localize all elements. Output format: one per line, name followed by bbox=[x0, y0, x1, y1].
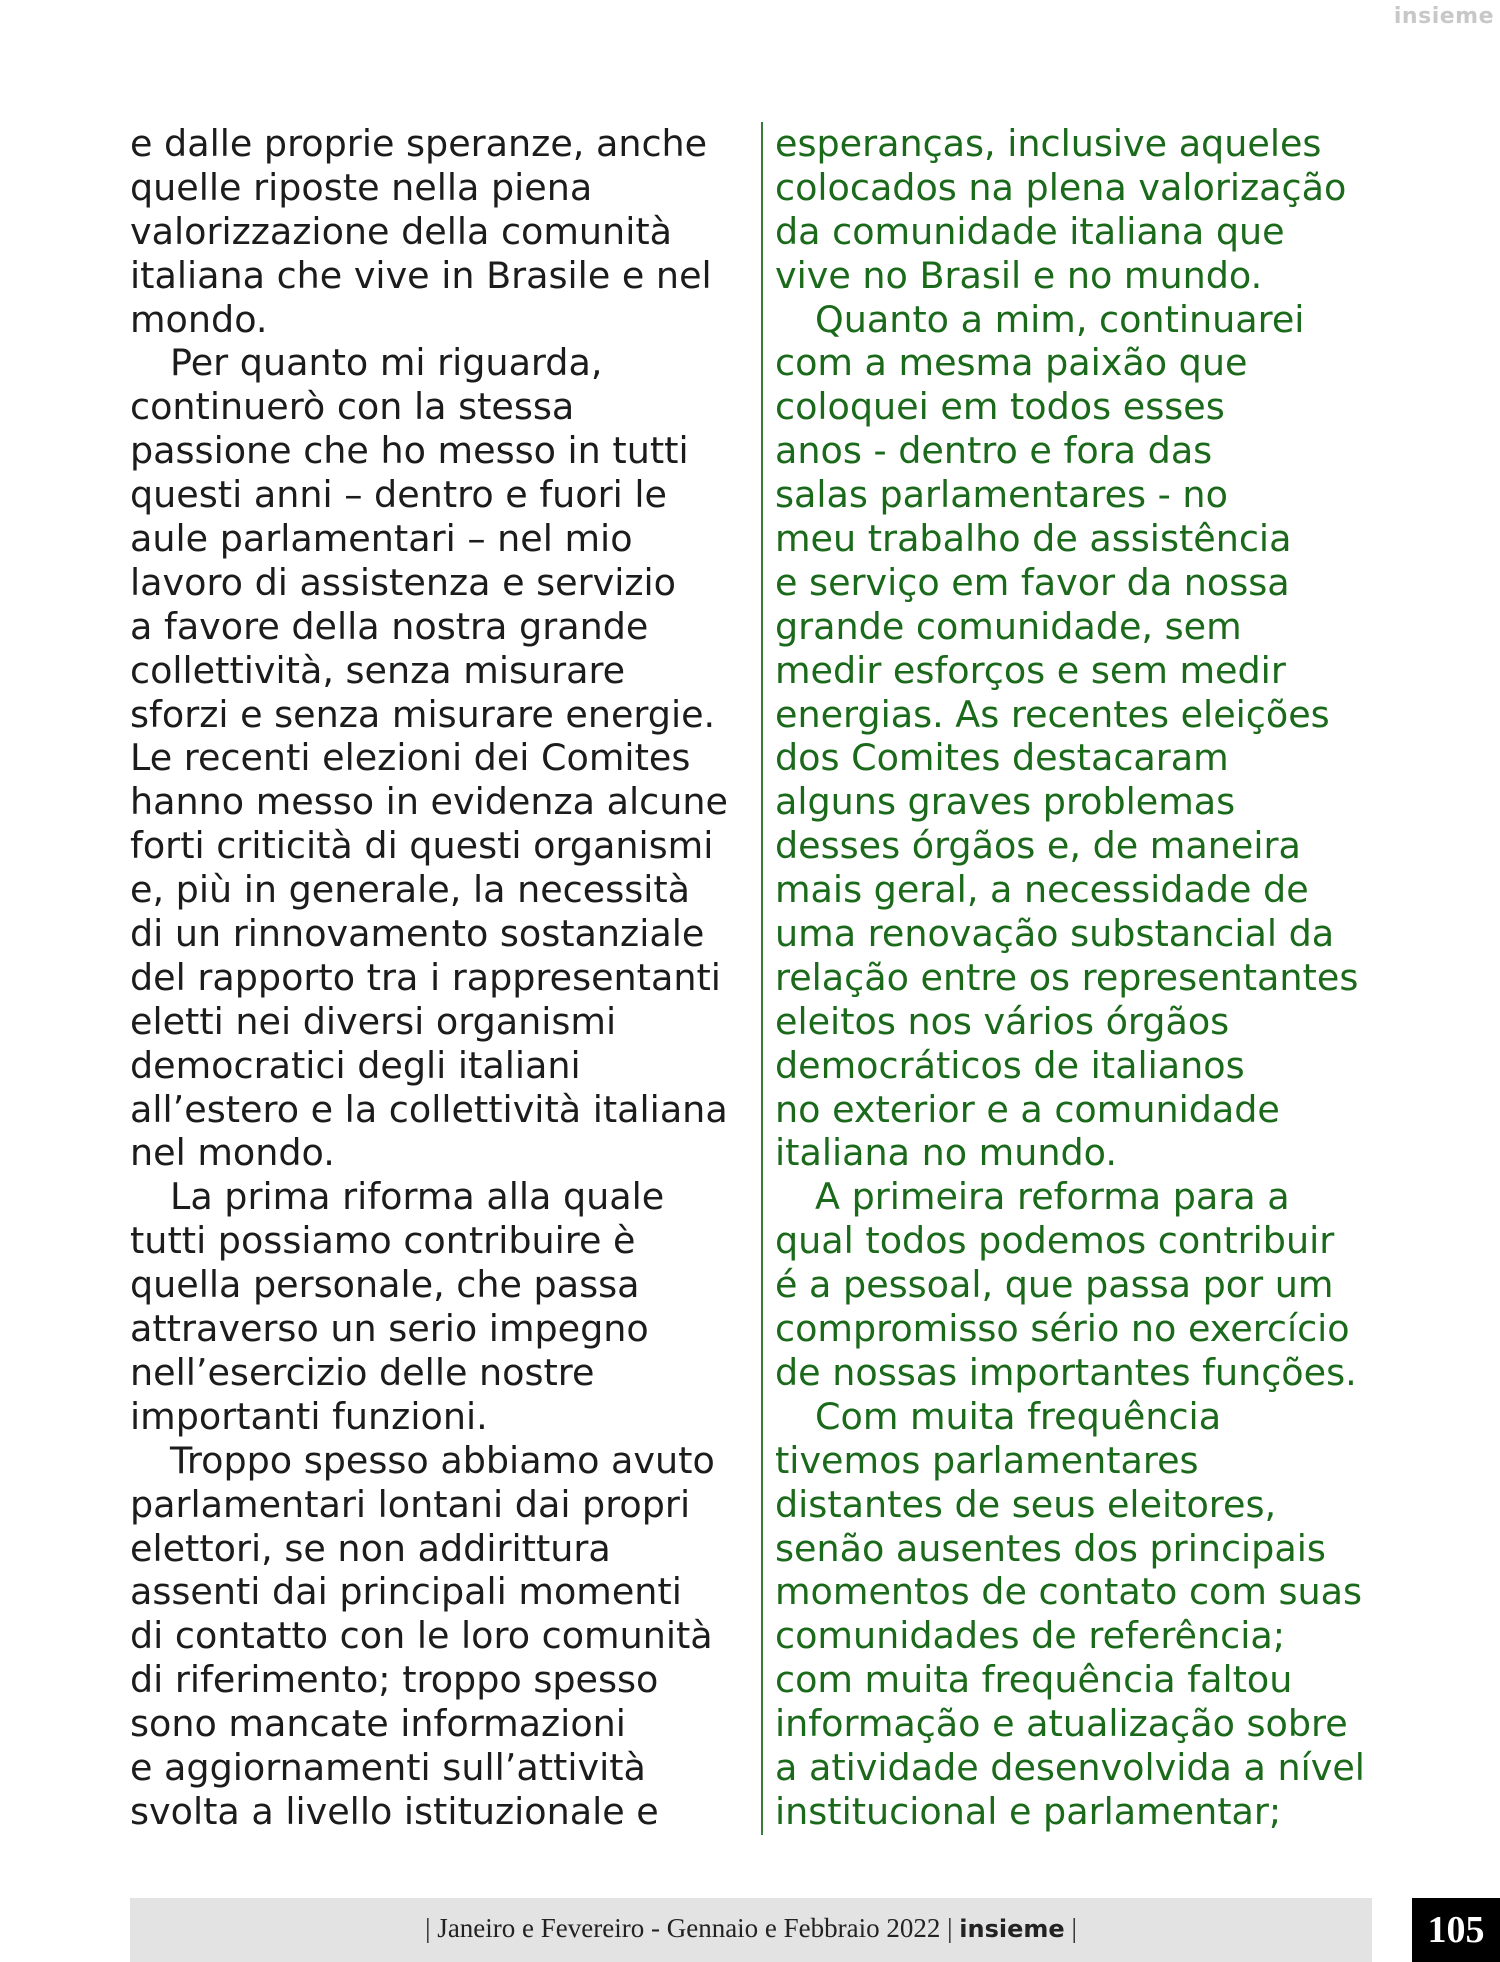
text-line: quelle riposte nella piena bbox=[130, 165, 593, 209]
text-line: aule parlamentari – nel mio bbox=[130, 517, 633, 561]
text-line: dos Comites destacaram bbox=[775, 736, 1229, 780]
text-line: com a mesma paixão que bbox=[775, 341, 1248, 385]
text-line: passione che ho messo in tutti bbox=[130, 429, 689, 473]
text-line: attraverso un serio impegno bbox=[130, 1307, 649, 1351]
text-line: e serviço em favor da nossa bbox=[775, 560, 1290, 604]
paragraph-start-line: La prima riforma alla quale bbox=[170, 1175, 665, 1219]
text-line: questi anni – dentro e fuori le bbox=[130, 473, 667, 517]
text-line: grande comunidade, sem bbox=[775, 604, 1242, 648]
text-line: continuerò con la stessa bbox=[130, 385, 575, 429]
text-line: tutti possiamo contribuire è bbox=[130, 1219, 636, 1263]
text-line: valorizzazione della comunità bbox=[130, 209, 673, 253]
text-line: a atividade desenvolvida a nível bbox=[775, 1745, 1365, 1789]
text-line: distantes de seus eleitores, bbox=[775, 1482, 1277, 1526]
text-line: hanno messo in evidenza alcune bbox=[130, 780, 728, 824]
text-line: democráticos de italianos bbox=[775, 1043, 1245, 1087]
text-line: mais geral, a necessidade de bbox=[775, 868, 1309, 912]
footer-issue-text bbox=[130, 1913, 1372, 1944]
text-line: collettività, senza misurare bbox=[130, 648, 626, 692]
text-line: eletti nei diversi organismi bbox=[130, 999, 617, 1043]
text-line: parlamentari lontani dai propri bbox=[130, 1482, 691, 1526]
text-line: uma renovação substancial da bbox=[775, 912, 1335, 956]
text-line: democratici degli italiani bbox=[130, 1043, 581, 1087]
text-line: é a pessoal, que passa por um bbox=[775, 1263, 1334, 1307]
text-line: senão ausentes dos principais bbox=[775, 1526, 1326, 1570]
text-line: esperanças, inclusive aqueles bbox=[775, 122, 1322, 165]
text-line: di un rinnovamento sostanziale bbox=[130, 912, 705, 956]
text-line: com muita frequência faltou bbox=[775, 1658, 1293, 1702]
text-line: coloquei em todos esses bbox=[775, 385, 1225, 429]
text-line: colocados na plena valorização bbox=[775, 165, 1347, 209]
text-line: mondo. bbox=[130, 297, 268, 341]
text-line: elettori, se non addirittura bbox=[130, 1526, 611, 1570]
page-number-box bbox=[1412, 1898, 1500, 1962]
footer-brand-logo: insieme bbox=[959, 1915, 1065, 1943]
text-line: energias. As recentes eleições bbox=[775, 692, 1330, 736]
paragraph-start-line: Per quanto mi riguarda, bbox=[170, 341, 603, 385]
text-line: svolta a livello istituzionale e bbox=[130, 1789, 659, 1833]
portuguese-column bbox=[775, 122, 1365, 1834]
text-line: tivemos parlamentares bbox=[775, 1438, 1199, 1482]
text-line: meu trabalho de assistência bbox=[775, 517, 1292, 561]
text-line: e aggiornamenti sull’attività bbox=[130, 1745, 646, 1789]
text-line: compromisso sério no exercício bbox=[775, 1307, 1350, 1351]
paragraph-start-line: Com muita frequência bbox=[815, 1394, 1222, 1438]
text-line: desses órgãos e, de maneira bbox=[775, 824, 1301, 868]
text-line: anos - dentro e fora das bbox=[775, 429, 1213, 473]
text-line: sforzi e senza misurare energie. bbox=[130, 692, 716, 736]
text-line: italiana che vive in Brasile e nel bbox=[130, 253, 712, 297]
text-line: di contatto con le loro comunità bbox=[130, 1614, 713, 1658]
footer-bar bbox=[130, 1898, 1372, 1962]
text-line: e dalle proprie speranze, anche bbox=[130, 122, 708, 165]
text-line: de nossas importantes funções. bbox=[775, 1350, 1357, 1394]
text-line: forti criticità di questi organismi bbox=[130, 824, 714, 868]
text-line: medir esforços e sem medir bbox=[775, 648, 1286, 692]
text-line: comunidades de referência; bbox=[775, 1614, 1286, 1658]
text-line: vive no Brasil e no mundo. bbox=[775, 253, 1263, 297]
text-line: e, più in generale, la necessità bbox=[130, 868, 691, 912]
text-line: nell’esercizio delle nostre bbox=[130, 1350, 595, 1394]
text-line: institucional e parlamentar; bbox=[775, 1789, 1282, 1833]
text-line: salas parlamentares - no bbox=[775, 473, 1228, 517]
italian-column bbox=[130, 122, 728, 1834]
text-line: Le recenti elezioni dei Comites bbox=[130, 736, 691, 780]
text-line: no exterior e a comunidade bbox=[775, 1087, 1280, 1131]
column-divider bbox=[761, 122, 763, 1835]
text-line: momentos de contato com suas bbox=[775, 1570, 1363, 1614]
text-line: informação e atualização sobre bbox=[775, 1702, 1348, 1746]
text-line: relação entre os representantes bbox=[775, 955, 1359, 999]
text-line: importanti funzioni. bbox=[130, 1394, 488, 1438]
text-line: nel mondo. bbox=[130, 1131, 335, 1175]
paragraph-start-line: A primeira reforma para a bbox=[815, 1175, 1290, 1219]
text-line: alguns graves problemas bbox=[775, 780, 1236, 824]
text-line: assenti dai principali momenti bbox=[130, 1570, 682, 1614]
text-line: quella personale, che passa bbox=[130, 1263, 640, 1307]
text-line: sono mancate informazioni bbox=[130, 1702, 626, 1746]
text-line: di riferimento; troppo spesso bbox=[130, 1658, 659, 1702]
paragraph-start-line: Troppo spesso abbiamo avuto bbox=[170, 1438, 715, 1482]
footer-separator: | bbox=[1071, 1913, 1077, 1943]
paragraph-start-line: Quanto a mim, continuarei bbox=[815, 297, 1305, 341]
header-brand-logo: insieme bbox=[1393, 4, 1494, 29]
page-number: 105 bbox=[1427, 1909, 1485, 1951]
text-line: qual todos podemos contribuir bbox=[775, 1219, 1335, 1263]
text-line: italiana no mundo. bbox=[775, 1131, 1117, 1175]
text-line: del rapporto tra i rappresentanti bbox=[130, 955, 721, 999]
footer-date: | Janeiro e Fevereiro - Gennaio e Febbraio 2022 | bbox=[425, 1913, 953, 1943]
text-line: a favore della nostra grande bbox=[130, 604, 649, 648]
text-line: all’estero e la collettività italiana bbox=[130, 1087, 728, 1131]
text-line: lavoro di assistenza e servizio bbox=[130, 560, 676, 604]
text-line: da comunidade italiana que bbox=[775, 209, 1285, 253]
text-line: eleitos nos vários órgãos bbox=[775, 999, 1230, 1043]
